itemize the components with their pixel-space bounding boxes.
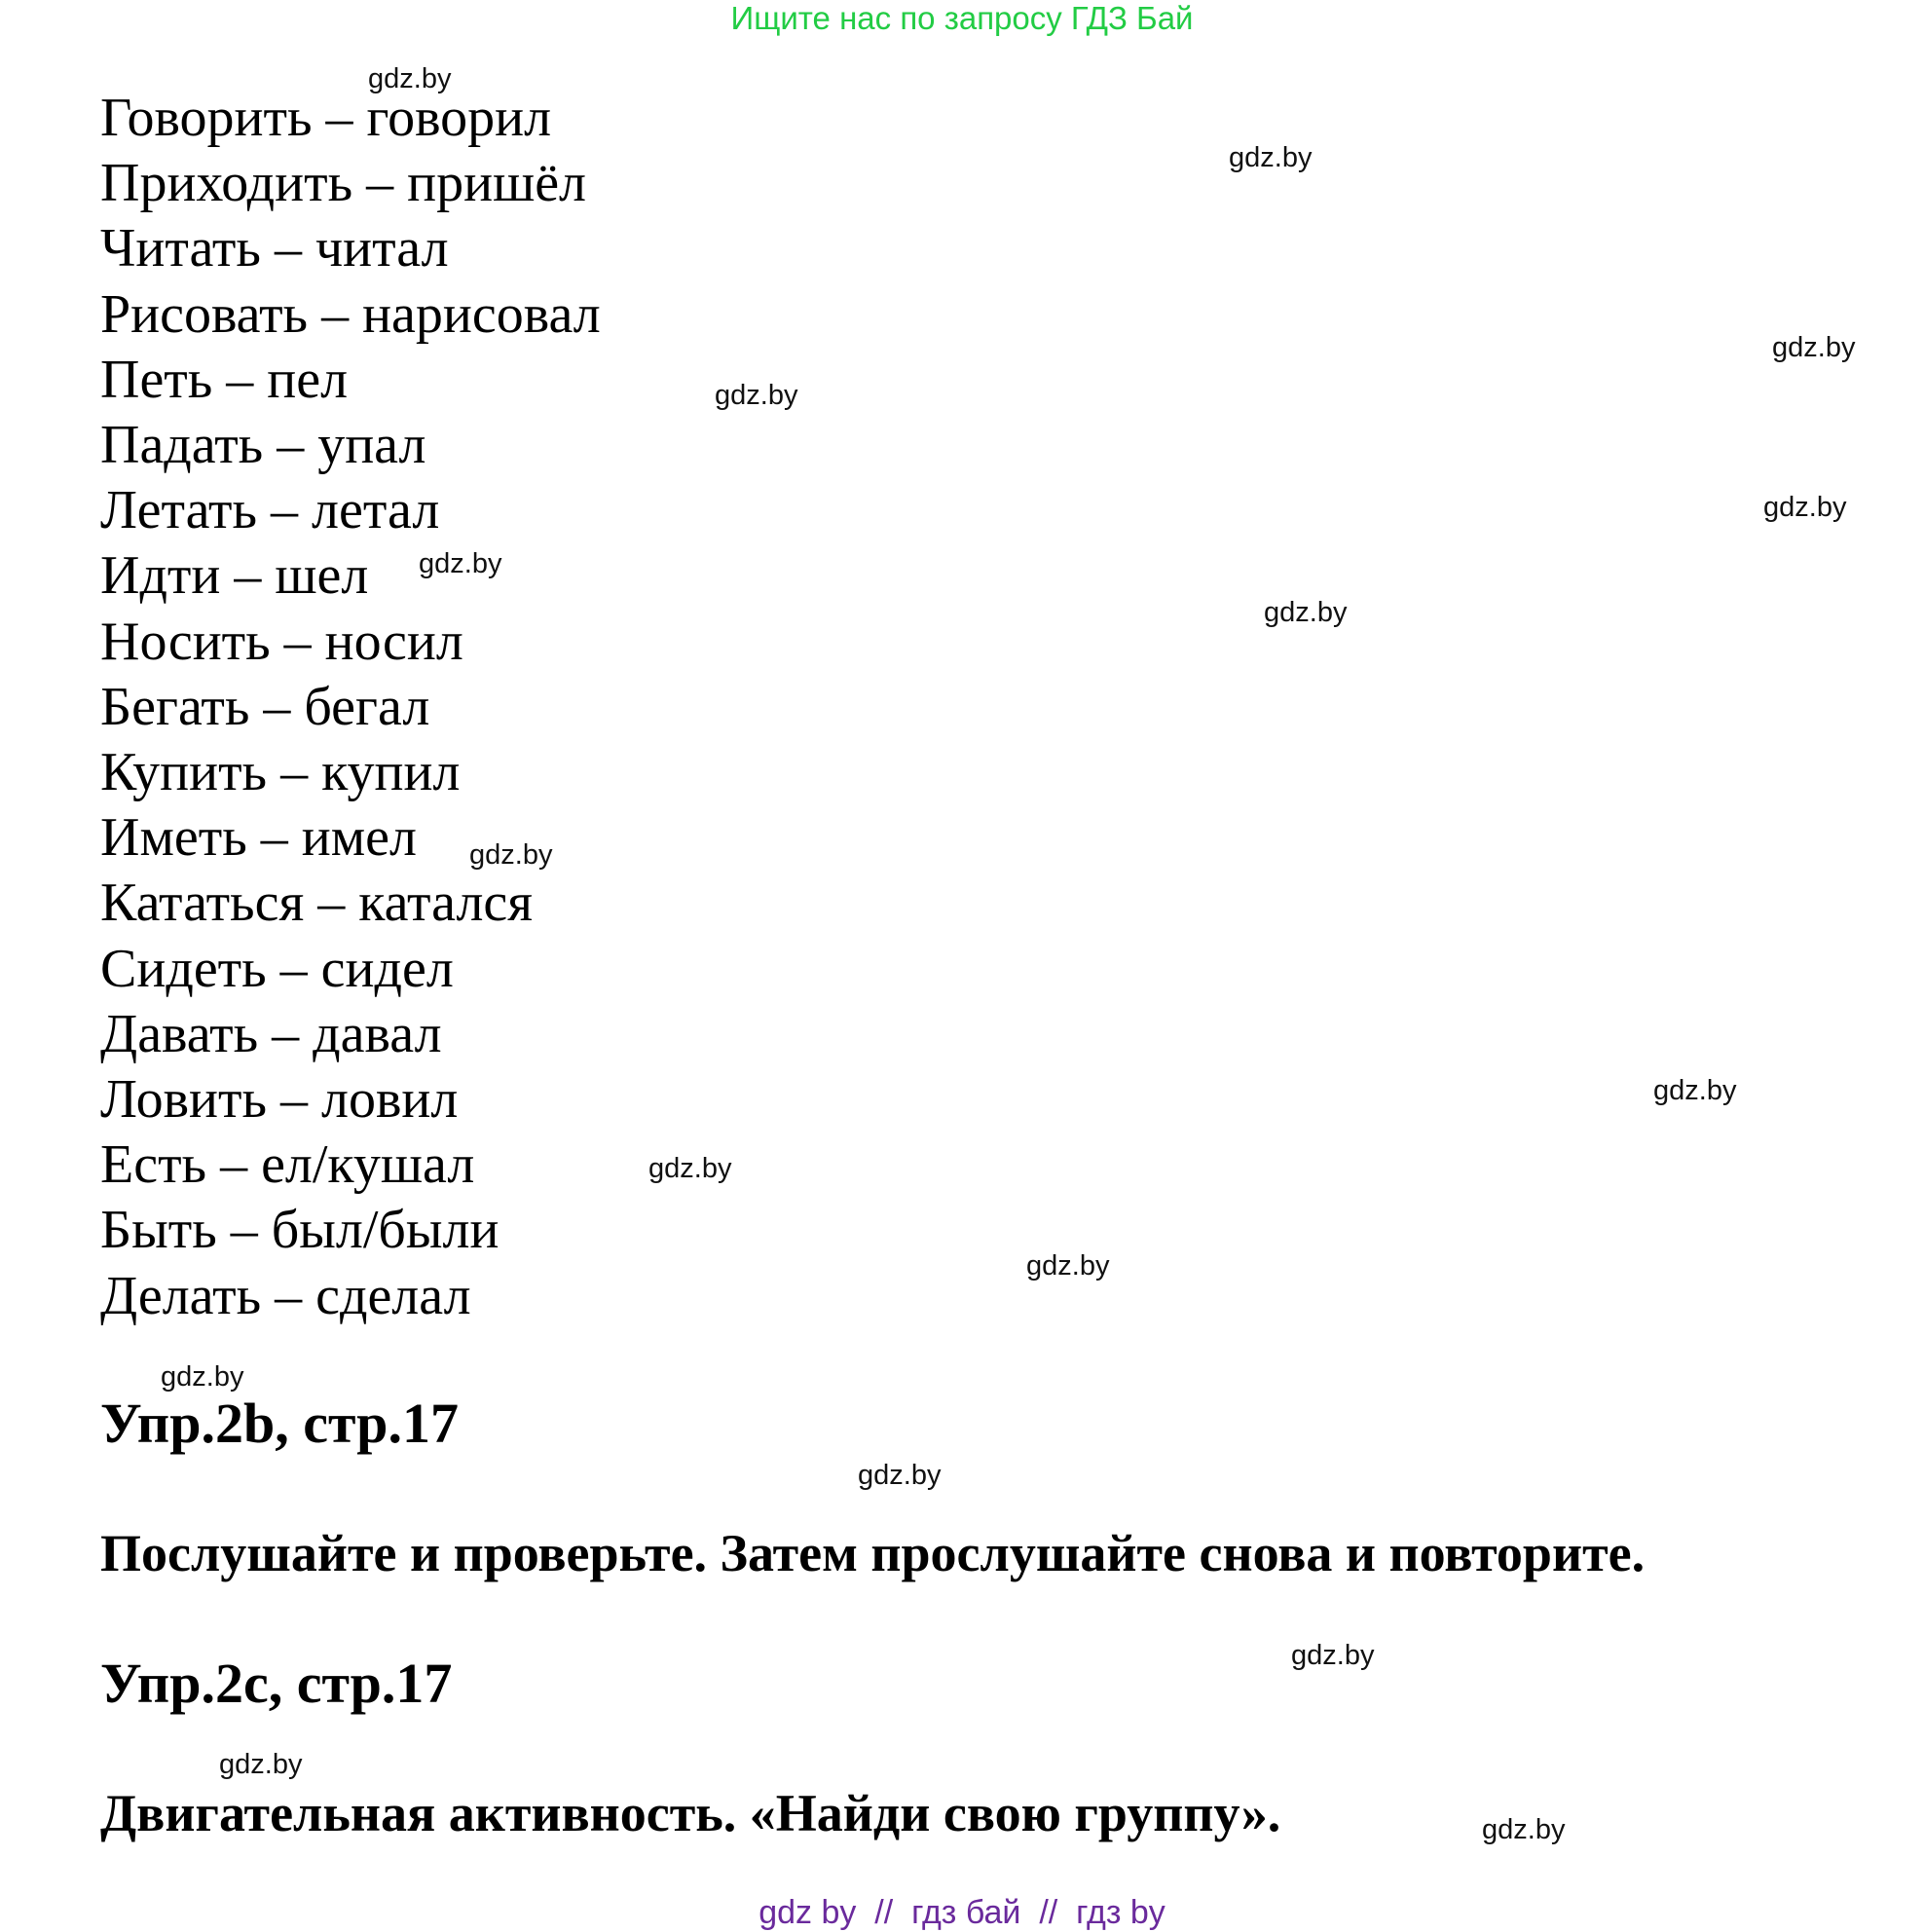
exercise-2c-instruction: Двигательная активность. «Найди свою группу». bbox=[100, 1784, 1281, 1842]
watermark: gdz.by bbox=[1229, 142, 1313, 173]
verb-pair: Идти – шел bbox=[100, 545, 369, 607]
verb-pair: Петь – пел bbox=[100, 349, 349, 410]
watermark: gdz.by bbox=[1264, 597, 1348, 628]
verb-list bbox=[100, 86, 601, 1329]
footer-watermark: gdz by // гдз бай // гдз by bbox=[758, 1894, 1166, 1931]
verb-pair: Читать – читал bbox=[100, 218, 449, 279]
verb-pair: Кататься – катался bbox=[100, 873, 534, 934]
exercise-2b-title: Упр.2b, стр.17 bbox=[100, 1392, 459, 1455]
watermark: gdz.by bbox=[858, 1460, 942, 1491]
verb-pair: Есть – ел/кушал bbox=[100, 1134, 475, 1196]
verb-pair: Ловить – ловил bbox=[100, 1069, 459, 1131]
watermark: gdz.by bbox=[469, 839, 553, 871]
verb-pair: Быть – был/были bbox=[100, 1200, 500, 1261]
verb-pair: Говорить – говорил bbox=[100, 88, 552, 148]
verb-pair: Сидеть – сидел bbox=[100, 938, 454, 999]
verb-pair: Давать – давал bbox=[100, 1003, 442, 1064]
verb-pair: Делать – сделал bbox=[100, 1265, 471, 1326]
verb-pair: Рисовать – нарисовал bbox=[100, 283, 601, 345]
exercise-2c-title: Упр.2c, стр.17 bbox=[100, 1652, 453, 1715]
watermark: gdz.by bbox=[1772, 332, 1856, 363]
watermark: gdz.by bbox=[1026, 1250, 1110, 1282]
watermark: gdz.by bbox=[1763, 492, 1847, 523]
exercise-2b-instruction: Послушайте и проверьте. Затем прослушайте снова и повторите. bbox=[100, 1524, 1646, 1582]
watermark: gdz.by bbox=[1291, 1640, 1375, 1671]
verb-pair: Летать – летал bbox=[100, 480, 440, 541]
watermark: gdz.by bbox=[419, 548, 502, 579]
watermark: gdz.by bbox=[219, 1749, 303, 1780]
watermark: gdz.by bbox=[715, 380, 798, 411]
verb-pair: Купить – купил bbox=[100, 742, 461, 803]
watermark: gdz.by bbox=[1653, 1075, 1737, 1106]
watermark: gdz.by bbox=[1482, 1814, 1566, 1845]
search-hint-banner: Ищите нас по запросу ГДЗ Бай bbox=[730, 0, 1194, 36]
watermark: gdz.by bbox=[368, 63, 452, 94]
verb-pair: Бегать – бегал bbox=[100, 676, 430, 737]
verb-pair: Приходить – пришёл bbox=[100, 153, 586, 214]
verb-pair: Носить – носил bbox=[100, 611, 463, 672]
verb-pair: Падать – упал bbox=[100, 415, 426, 476]
watermark: gdz.by bbox=[161, 1361, 244, 1393]
verb-pair: Иметь – имел bbox=[100, 807, 417, 869]
watermark: gdz.by bbox=[648, 1153, 732, 1184]
